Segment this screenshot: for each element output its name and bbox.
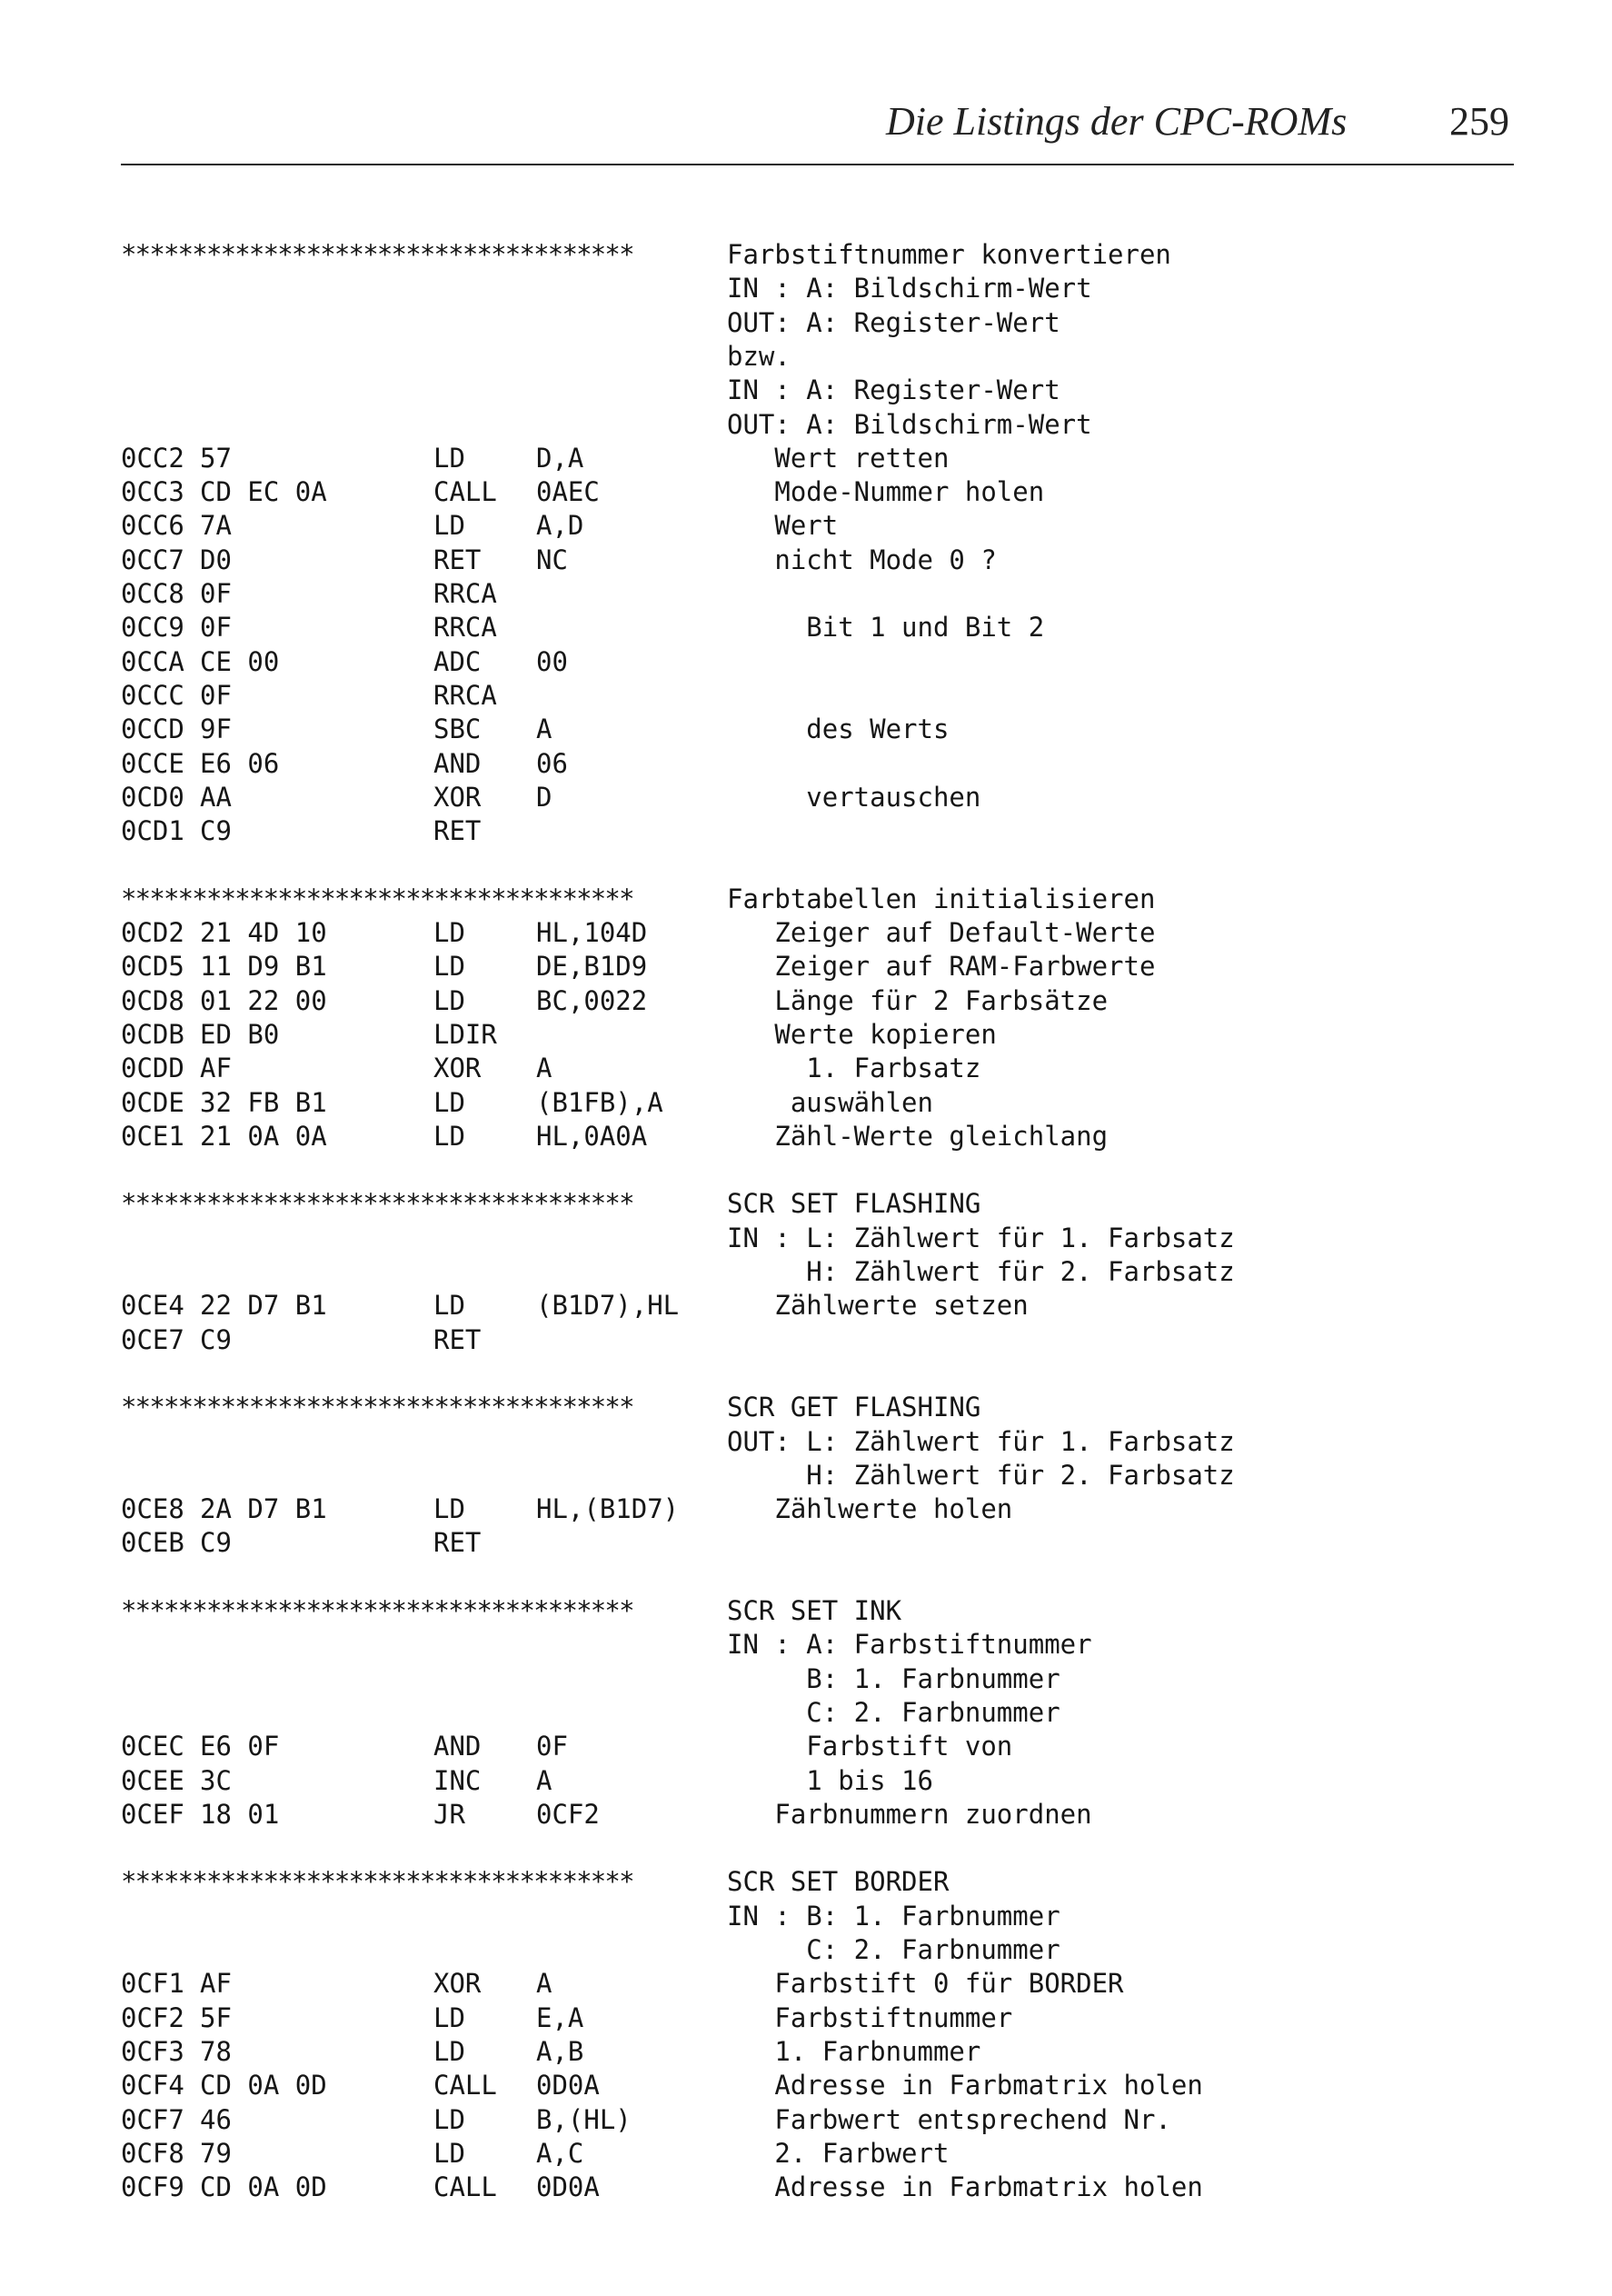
listing-line [0,781,1612,814]
mnemonic: CALL [433,476,497,508]
listing-line [0,1052,1612,1085]
address: 0CC2 [121,442,184,474]
mnemonic: XOR [433,781,482,813]
separator-stars: ************************************ [121,1866,633,1898]
opcode-bytes: C9 [200,1527,232,1559]
address: 0CDB [121,1018,184,1050]
address: 0CD1 [121,815,184,847]
listing-line [0,1662,1612,1696]
comment: nicht Mode 0 ? [727,544,997,575]
mnemonic: LD [433,1290,465,1322]
comment: SCR SET FLASHING [727,1188,981,1220]
address: 0CDE [121,1086,184,1118]
opcode-bytes: 22 D7 B1 [200,1290,327,1322]
listing-line [0,306,1612,340]
address: 0CC9 [121,612,184,644]
opcode-bytes: 2A D7 B1 [200,1493,327,1525]
listing-line [0,848,1612,882]
comment: Adresse in Farbmatrix holen [727,2171,1203,2203]
listing-line [0,984,1612,1018]
separator-stars: ************************************ [121,1188,633,1220]
mnemonic: LD [433,1086,465,1118]
mnemonic: RRCA [433,578,497,609]
comment: Wert [727,510,839,542]
address: 0CEE [121,1764,184,1796]
opcode-bytes: 5F [200,2002,232,2033]
opcode-bytes: CE 00 [200,645,280,677]
comment: des Werts [727,714,950,745]
comment: 1. Farbsatz [727,1053,981,1084]
opcode-bytes: CD 0A 0D [200,2171,327,2203]
address: 0CF8 [121,2137,184,2169]
address: 0CF3 [121,2035,184,2067]
listing-line [0,340,1612,374]
address: 0CEC [121,1731,184,1762]
listing-line [0,2137,1612,2171]
comment: OUT: A: Register-Wert [727,306,1060,338]
address: 0CD2 [121,917,184,948]
opcode-bytes: CD EC 0A [200,476,327,508]
comment: 1 bis 16 [727,1764,933,1796]
opcode-bytes: C9 [200,815,232,847]
operand: 0F [536,1731,568,1762]
comment: Mode-Nummer holen [727,476,1045,508]
mnemonic: RRCA [433,612,497,644]
listing-line [0,1900,1612,1933]
comment: SCR SET INK [727,1595,902,1626]
address: 0CEB [121,1527,184,1559]
opcode-bytes: 21 0A 0A [200,1120,327,1152]
address: 0CC8 [121,578,184,609]
address: 0CF4 [121,2070,184,2101]
address: 0CD8 [121,984,184,1016]
listing-line [0,1018,1612,1052]
mnemonic: LDIR [433,1018,497,1050]
mnemonic: LD [433,2002,465,2033]
comment: vertauschen [727,781,981,813]
operand: A [536,1968,552,2000]
operand: DE,B1D9 [536,951,648,983]
opcode-bytes: E6 06 [200,747,280,779]
mnemonic: LD [433,1120,465,1152]
listing-line [0,408,1612,442]
mnemonic: LD [433,917,465,948]
operand: A [536,1764,552,1796]
comment: auswählen [727,1086,933,1118]
separator-stars: ************************************ [121,1392,633,1423]
listing-line [0,272,1612,305]
comment: Werte kopieren [727,1018,997,1050]
opcode-bytes: AF [200,1968,232,2000]
operand: A [536,1053,552,1084]
opcode-bytes: 79 [200,2137,232,2169]
section-separator [0,1594,1612,1628]
opcode-bytes: 0F [200,612,232,644]
comment: 2. Farbwert [727,2137,950,2169]
mnemonic: INC [433,1764,482,1796]
comment: Farbstiftnummer [727,2002,1013,2033]
opcode-bytes: 11 D9 B1 [200,951,327,983]
mnemonic: LD [433,984,465,1016]
separator-stars: ************************************ [121,1595,633,1626]
opcode-bytes: 21 4D 10 [200,917,327,948]
comment: Farbstift von [727,1731,1013,1762]
opcode-bytes: C9 [200,1323,232,1355]
operand: 0CF2 [536,1798,600,1830]
comment: Farbtabellen initialisieren [727,883,1156,914]
listing-line [0,2103,1612,2137]
comment: Zeiger auf RAM-Farbwerte [727,951,1156,983]
address: 0CE4 [121,1290,184,1322]
address: 0CC6 [121,510,184,542]
comment: IN : A: Farbstiftnummer [727,1629,1092,1661]
operand: 0D0A [536,2070,600,2101]
mnemonic: RET [433,1527,482,1559]
listing-line [0,2035,1612,2069]
address: 0CF9 [121,2171,184,2203]
comment: Farbstift 0 für BORDER [727,1968,1124,2000]
listing-line [0,1628,1612,1662]
operand: 00 [536,645,568,677]
listing-line [0,1323,1612,1357]
section-separator [0,883,1612,916]
listing-line [0,2069,1612,2102]
comment: H: Zählwert für 2. Farbsatz [727,1256,1235,1287]
address: 0CCA [121,645,184,677]
mnemonic: CALL [433,2070,497,2101]
comment: IN : A: Bildschirm-Wert [727,273,1092,304]
comment: Wert retten [727,442,950,474]
operand: B,(HL) [536,2103,632,2135]
address: 0CF7 [121,2103,184,2135]
address: 0CF2 [121,2002,184,2033]
listing-line [0,1492,1612,1526]
listing-line [0,1526,1612,1560]
listing-line [0,679,1612,713]
comment: Zähl-Werte gleichlang [727,1120,1109,1152]
operand: D,A [536,442,584,474]
listing-line [0,1222,1612,1255]
address: 0CCD [121,714,184,745]
operand: (B1D7),HL [536,1290,680,1322]
listing-line [0,1764,1612,1798]
listing-line [0,509,1612,543]
mnemonic: JR [433,1798,465,1830]
page-number: 259 [1449,99,1509,144]
comment: Farbnummern zuordnen [727,1798,1092,1830]
comment: IN : L: Zählwert für 1. Farbsatz [727,1222,1235,1253]
address: 0CD0 [121,781,184,813]
opcode-bytes: 32 FB B1 [200,1086,327,1118]
listing-line [0,2171,1612,2204]
comment: OUT: L: Zählwert für 1. Farbsatz [727,1425,1235,1457]
operand: 0AEC [536,476,600,508]
listing-line [0,544,1612,577]
mnemonic: RET [433,815,482,847]
listing-line [0,1425,1612,1459]
mnemonic: LD [433,951,465,983]
mnemonic: AND [433,747,482,779]
comment: SCR GET FLASHING [727,1392,981,1423]
comment: Bit 1 und Bit 2 [727,612,1045,644]
comment: OUT: A: Bildschirm-Wert [727,408,1092,440]
opcode-bytes: E6 0F [200,1731,280,1762]
mnemonic: LD [433,2103,465,2135]
opcode-bytes: AA [200,781,232,813]
listing-line [0,374,1612,407]
opcode-bytes: 3C [200,1764,232,1796]
page-header-title: Die Listings der CPC-ROMs [886,99,1348,144]
operand: HL,(B1D7) [536,1493,680,1525]
operand: BC,0022 [536,984,648,1016]
opcode-bytes: D0 [200,544,232,575]
comment: Zählwerte holen [727,1493,1013,1525]
operand: A,C [536,2137,584,2169]
listing-line [0,1289,1612,1323]
address: 0CCE [121,747,184,779]
opcode-bytes: 7A [200,510,232,542]
comment: Zeiger auf Default-Werte [727,917,1156,948]
opcode-bytes: 01 22 00 [200,984,327,1016]
listing-line [0,1730,1612,1763]
listing-line [0,442,1612,475]
comment: SCR SET BORDER [727,1866,950,1898]
mnemonic: LD [433,510,465,542]
comment: bzw. [727,340,791,372]
listing-line [0,1933,1612,1967]
comment: H: Zählwert für 2. Farbsatz [727,1459,1235,1491]
listing-line [0,645,1612,679]
mnemonic: XOR [433,1053,482,1084]
listing-line [0,1832,1612,1865]
address: 0CCC [121,679,184,711]
listing-line [0,577,1612,611]
mnemonic: RET [433,1323,482,1355]
operand: 06 [536,747,568,779]
listing-line [0,1255,1612,1289]
comment: C: 2. Farbnummer [727,1696,1060,1728]
comment: Zählwerte setzen [727,1290,1029,1322]
opcode-bytes: 18 01 [200,1798,280,1830]
operand: 0D0A [536,2171,600,2203]
comment: IN : A: Register-Wert [727,374,1060,406]
listing-line [0,475,1612,509]
operand: A,D [536,510,584,542]
comment: Farbwert entsprechend Nr. [727,2103,1171,2135]
opcode-bytes: 9F [200,714,232,745]
listing-line [0,1120,1612,1153]
operand: A [536,714,552,745]
operand: E,A [536,2002,584,2033]
address: 0CEF [121,1798,184,1830]
address: 0CE8 [121,1493,184,1525]
mnemonic: XOR [433,1968,482,2000]
mnemonic: AND [433,1731,482,1762]
address: 0CD5 [121,951,184,983]
section-separator [0,1187,1612,1221]
address: 0CDD [121,1053,184,1084]
opcode-bytes: 78 [200,2035,232,2067]
separator-stars: ************************************ [121,883,633,914]
listing-line [0,2002,1612,2035]
listing-line [0,1967,1612,2001]
comment: Adresse in Farbmatrix holen [727,2070,1203,2101]
comment: Farbstiftnummer konvertieren [727,239,1171,270]
mnemonic: CALL [433,2171,497,2203]
address: 0CF1 [121,1968,184,2000]
mnemonic: ADC [433,645,482,677]
listing-line [0,1459,1612,1492]
listing-line [0,1798,1612,1832]
operand: HL,0A0A [536,1120,648,1152]
address: 0CC3 [121,476,184,508]
mnemonic: LD [433,2035,465,2067]
opcode-bytes: 0F [200,679,232,711]
listing-line [0,950,1612,983]
mnemonic: RET [433,544,482,575]
section-separator [0,1391,1612,1424]
listing-line [0,814,1612,848]
listing-line [0,1357,1612,1391]
mnemonic: LD [433,2137,465,2169]
listing-line [0,713,1612,746]
mnemonic: LD [433,442,465,474]
listing-line [0,916,1612,950]
comment: C: 2. Farbnummer [727,1934,1060,1965]
listing-line [0,1561,1612,1594]
listing-line [0,1153,1612,1187]
listing-line [0,747,1612,781]
address: 0CE7 [121,1323,184,1355]
address: 0CC7 [121,544,184,575]
operand: HL,104D [536,917,648,948]
mnemonic: RRCA [433,679,497,711]
opcode-bytes: 46 [200,2103,232,2135]
comment: IN : B: 1. Farbnummer [727,1900,1060,1932]
address: 0CE1 [121,1120,184,1152]
operand: NC [536,544,568,575]
section-separator [0,1865,1612,1899]
listing-line [0,1086,1612,1120]
comment: B: 1. Farbnummer [727,1662,1060,1694]
separator-stars: ************************************ [121,239,633,270]
listing-line [0,1696,1612,1730]
opcode-bytes: 57 [200,442,232,474]
mnemonic: LD [433,1493,465,1525]
mnemonic: SBC [433,714,482,745]
operand: (B1FB),A [536,1086,663,1118]
operand: A,B [536,2035,584,2067]
opcode-bytes: ED B0 [200,1018,280,1050]
opcode-bytes: AF [200,1053,232,1084]
comment: Länge für 2 Farbsätze [727,984,1109,1016]
opcode-bytes: 0F [200,578,232,609]
comment: 1. Farbnummer [727,2035,981,2067]
operand: D [536,781,552,813]
section-separator [0,238,1612,272]
listing-line [0,611,1612,644]
opcode-bytes: CD 0A 0D [200,2070,327,2101]
